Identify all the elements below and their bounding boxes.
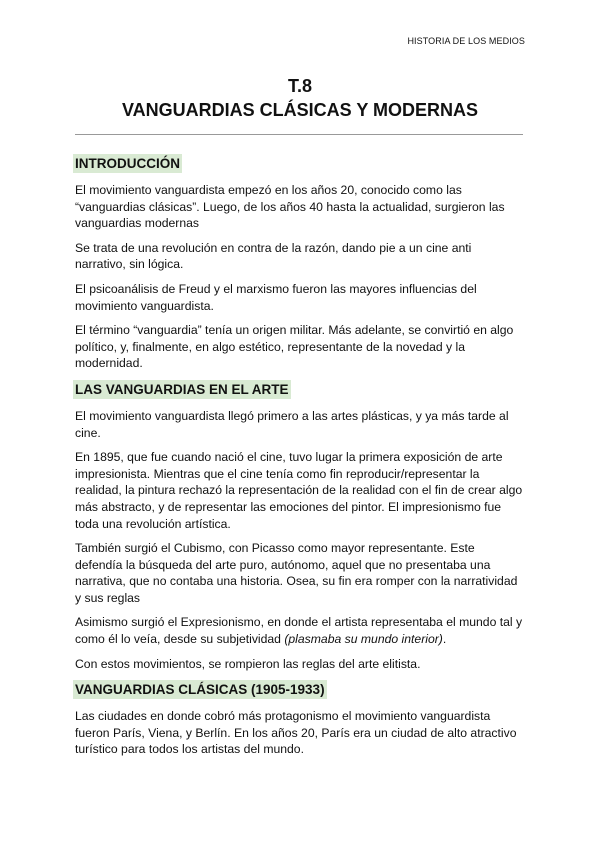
- section-heading-introduccion: INTRODUCCIÓN: [75, 156, 180, 171]
- section-heading-vanguardias-arte: LAS VANGUARDIAS EN EL ARTE: [75, 381, 289, 397]
- document-title: [0, 74, 600, 122]
- paragraph: Con estos movimientos, se rompieron las reglas del arte elitista.: [75, 656, 421, 671]
- paragraph-italic: (plasmaba su mundo interior): [284, 632, 443, 647]
- paragraph-text: Asimismo surgió el Expresionismo, en donde el artista representaba el mundo tal y como él lo veía, desde su subjetividad: [75, 615, 523, 647]
- paragraph: El psicoanálisis de Freud y el marxismo fueron las mayores influencias del movimiento vanguardista.: [75, 281, 477, 313]
- paragraph: Las ciudades en donde cobró más protagonismo el movimiento vanguardista fueron París, Viena, y Berlín. En los años 20, París era un ciudad de alto atractivo turístico para todos los artistas del mundo.: [75, 709, 517, 757]
- paragraph-expresionismo: [75, 614, 525, 647]
- title-number: T.8: [287, 76, 312, 96]
- paragraph-end: .: [442, 632, 447, 647]
- paragraph: En 1895, que fue cuando nació el cine, tuvo lugar la primera exposición de arte impresionista. Mientras que el cine tenía como fin reproducir/representar la realidad, la pintura rechazó la representación de la realidad con el fin de crear algo más abstracto, y de representar las emociones del pintor. El impresionismo fue toda una revolución artística.: [75, 450, 523, 531]
- paragraph: El término “vanguardia” tenía un origen militar. Más adelante, se convirtió en algo político, y, finalmente, en algo estético, representante de la novedad y la modernidad.: [75, 323, 514, 371]
- paragraph: Se trata de una revolución en contra de la razón, dando pie a un cine anti narrativo, sin lógica.: [75, 240, 472, 272]
- paragraph: El movimiento vanguardista llegó primero a las artes plásticas, y ya más tarde al cine.: [75, 408, 509, 440]
- paragraph: El movimiento vanguardista empezó en los años 20, conocido como las “vanguardias clásicas”. Luego, de los años 40 hasta la actualidad, surgieron las vanguardias modernas: [75, 183, 505, 231]
- section-heading-vanguardias-clasicas: VANGUARDIAS CLÁSICAS (1905-1933): [75, 682, 325, 698]
- running-header: HISTORIA DE LOS MEDIOS: [407, 36, 525, 46]
- title-divider: [75, 134, 523, 135]
- document-body: [73, 152, 525, 766]
- title-text: VANGUARDIAS CLÁSICAS Y MODERNAS: [121, 100, 479, 120]
- paragraph: También surgió el Cubismo, con Picasso como mayor representante. Este defendía la búsqueda del arte puro, autónomo, aquel que no presentaba una narrativa, que no contaba una historia. Osea, su fin era romper con la narratividad y sus reglas: [75, 541, 518, 605]
